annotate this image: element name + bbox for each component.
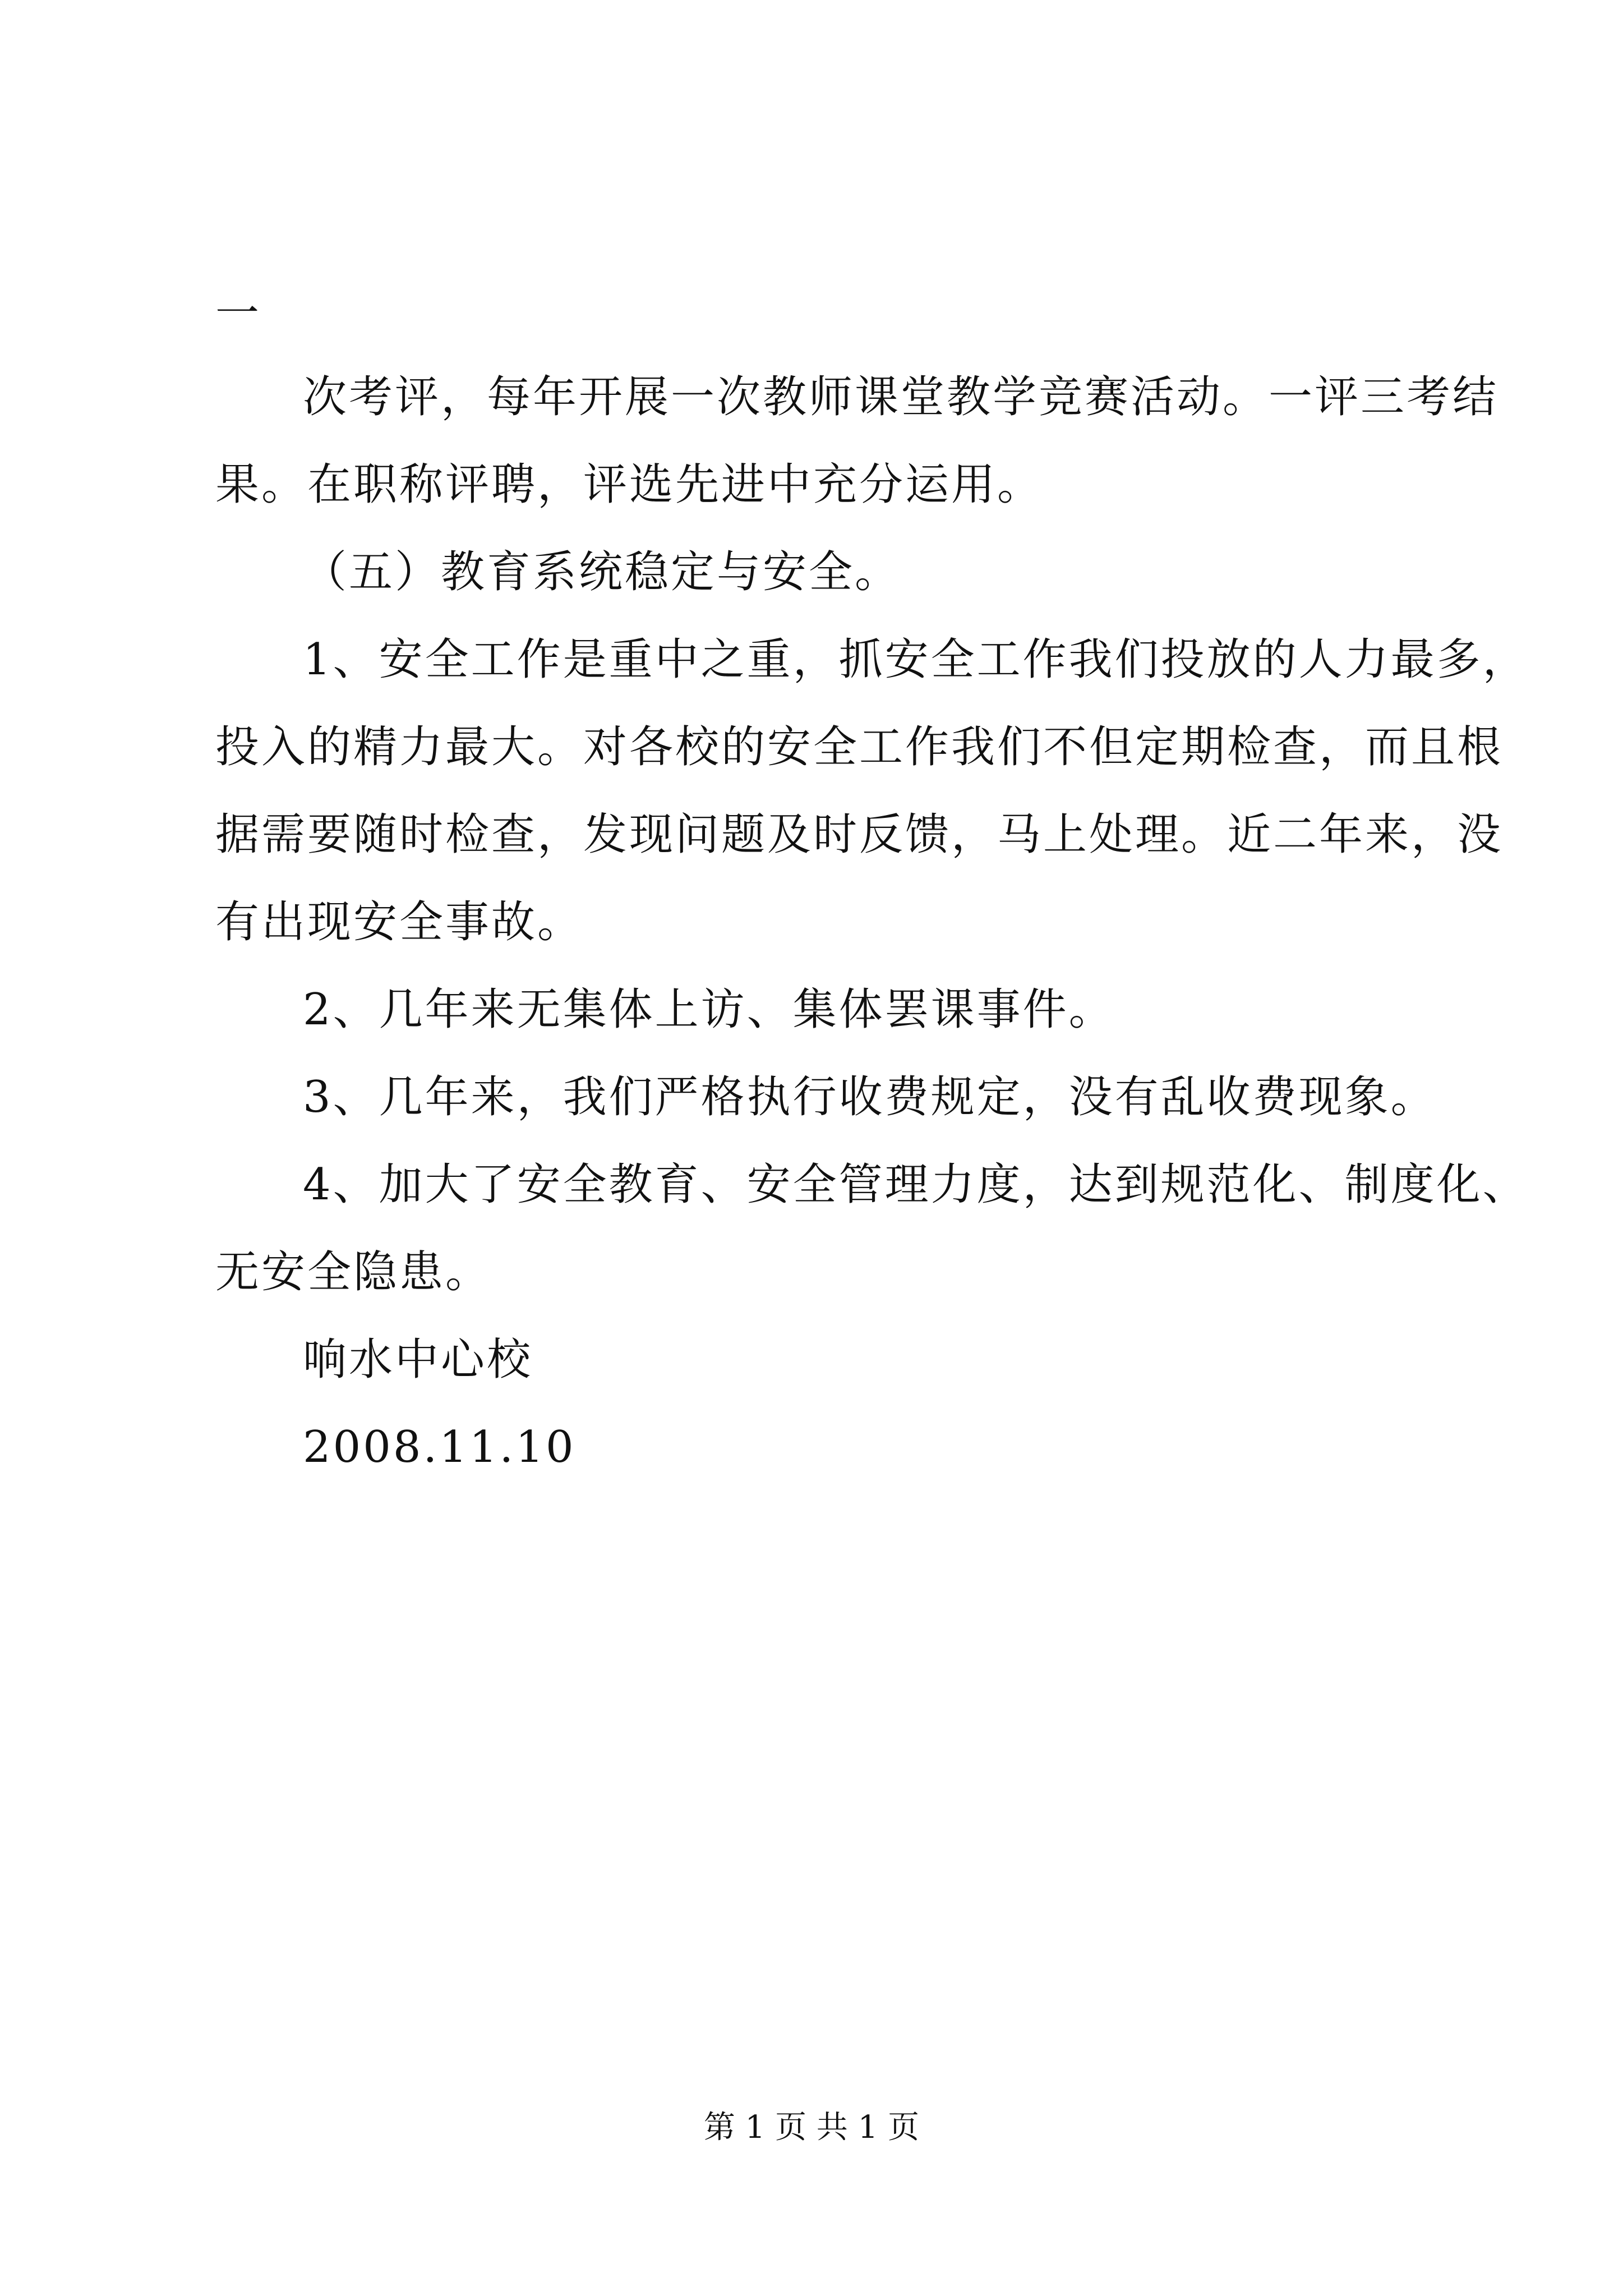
paragraph-line: 无安全隐患。	[215, 1247, 492, 1297]
paragraph-line: 据需要随时检查，发现问题及时反馈，马上处理。近二年来，没	[215, 809, 1504, 860]
signature-date: 2008.11.10	[303, 1422, 576, 1473]
section-heading: （五）教育系统稳定与安全。	[303, 547, 901, 597]
leading-dash: 一	[215, 288, 260, 339]
paragraph-line: 果。在职称评聘，评选先进中充分运用。	[215, 459, 1044, 510]
paragraph-line: 2、几年来无集体上访、集体罢课事件。	[303, 984, 1115, 1035]
page-footer: 第 1 页 共 1 页	[703, 2109, 920, 2146]
paragraph-line: 4、加大了安全教育、安全管理力度，达到规范化、制度化、	[303, 1159, 1529, 1210]
paragraph-line: 投入的精力最大。对各校的安全工作我们不但定期检查，而且根	[215, 722, 1504, 772]
signature-organization: 响水中心校	[303, 1335, 533, 1385]
paragraph-line: 次考评，每年开展一次教师课堂教学竞赛活动。一评三考结	[303, 372, 1499, 422]
paragraph-line: 有出现安全事故。	[215, 897, 584, 947]
paragraph-line: 3、几年来，我们严格执行收费规定，没有乱收费现象。	[303, 1072, 1437, 1122]
paragraph-line: 1、安全工作是重中之重，抓安全工作我们投放的人力最多，	[303, 634, 1529, 685]
